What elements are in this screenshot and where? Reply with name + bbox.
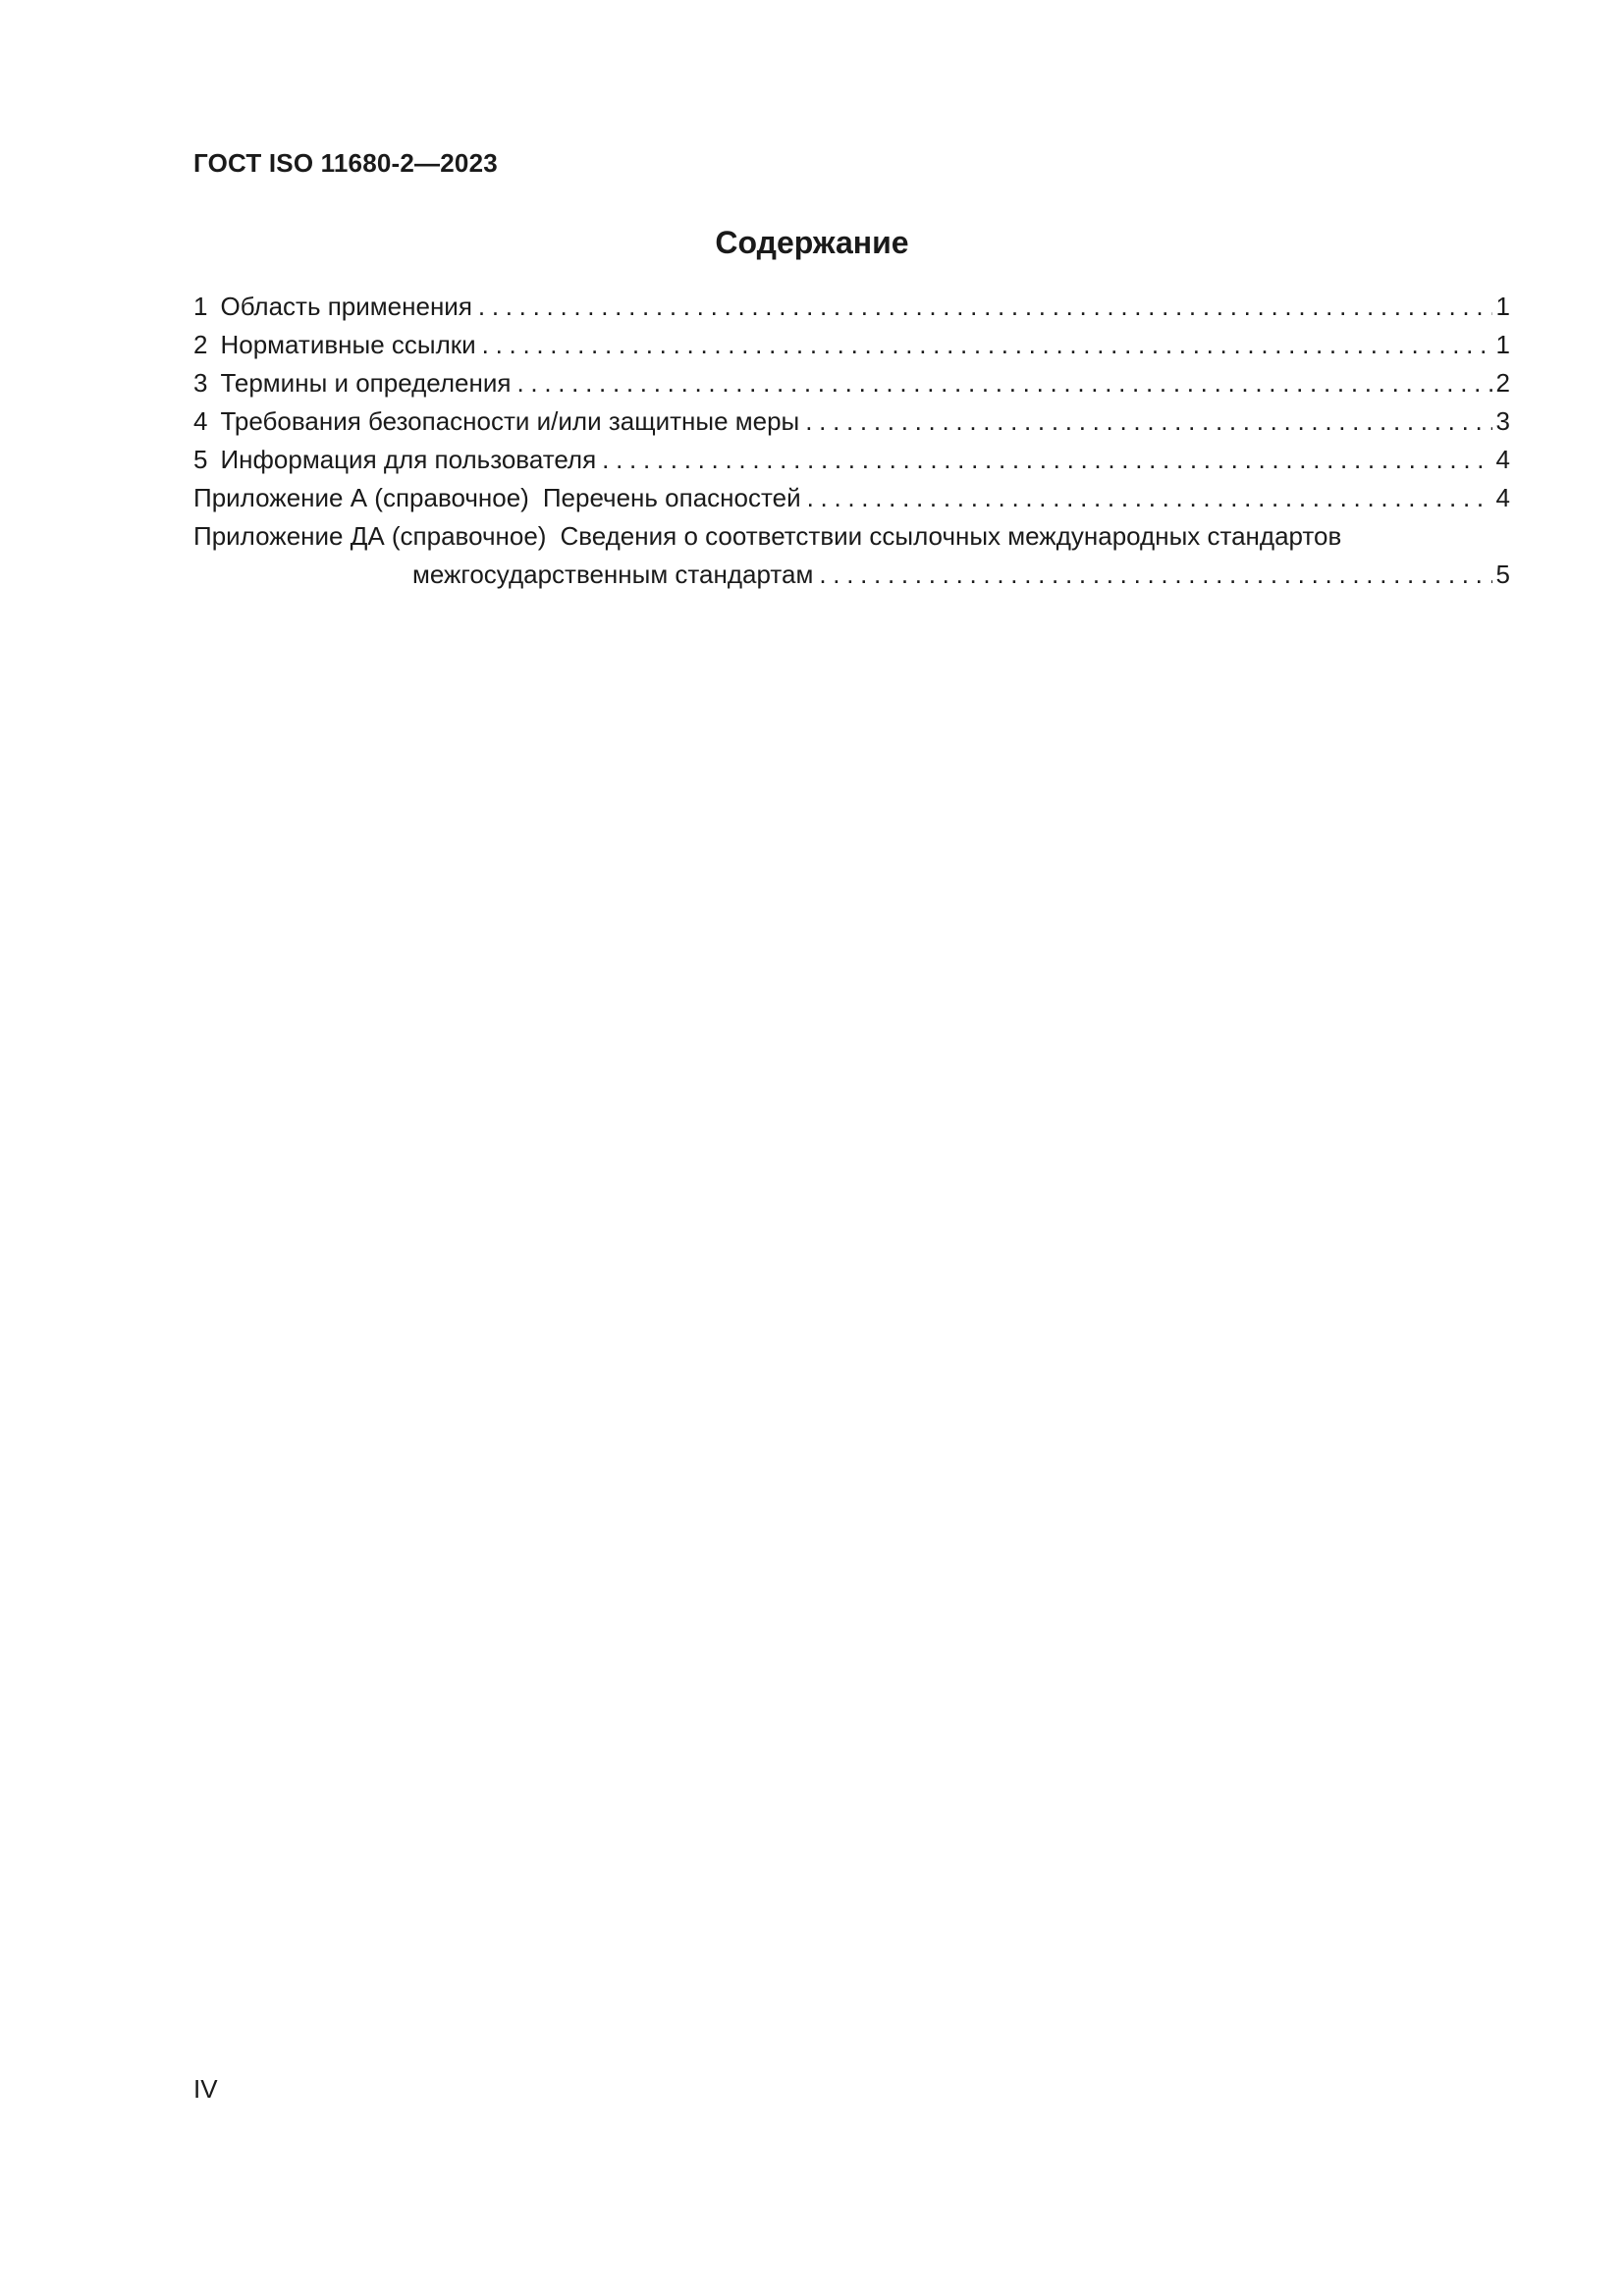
- toc-entry-text: Термины и определения: [220, 368, 512, 398]
- toc-entry-label: [193, 326, 476, 364]
- toc-entry-annex-da[interactable]: [193, 517, 1510, 556]
- toc-entry-label: [193, 517, 1341, 556]
- toc-leader-dots: [478, 288, 1492, 326]
- toc-entry-safety-requirements[interactable]: [193, 402, 1510, 441]
- annex-prefix: Приложение ДА (справочное): [193, 521, 547, 551]
- toc-entry-text: Область применения: [220, 292, 472, 321]
- toc-entry-normative-references[interactable]: [193, 326, 1510, 364]
- table-of-contents: [193, 288, 1510, 594]
- toc-entry-user-information[interactable]: [193, 441, 1510, 479]
- toc-entry-text: Информация для пользователя: [220, 445, 597, 474]
- toc-entry-annex-a[interactable]: [193, 479, 1510, 517]
- page-number: IV: [193, 2074, 218, 2104]
- toc-leader-dots: [482, 326, 1492, 364]
- toc-entry-text: Нормативные ссылки: [220, 330, 476, 359]
- annex-title: Перечень опасностей: [542, 483, 801, 512]
- toc-entry-page: 4: [1495, 445, 1510, 474]
- toc-leader-dots: [819, 556, 1491, 594]
- toc-entry-page: 3: [1495, 406, 1510, 436]
- toc-entry-page: 2: [1495, 368, 1510, 398]
- toc-entry-number: 2: [193, 330, 208, 359]
- toc-entry-label: [193, 479, 801, 517]
- toc-leader-dots: [602, 441, 1491, 479]
- annex-title-line1: Сведения о соответствии ссылочных международных стандартов: [560, 521, 1342, 551]
- toc-entry-text: Требования безопасности и/или защитные меры: [220, 406, 800, 436]
- document-code: ГОСТ ISO 11680-2—2023: [193, 148, 498, 178]
- toc-entry-page: 5: [1495, 560, 1510, 589]
- toc-entry-scope[interactable]: [193, 288, 1510, 326]
- toc-entry-number: 1: [193, 292, 208, 321]
- toc-entry-label: [193, 441, 596, 479]
- annex-title-line2: межгосударственным стандартам: [412, 560, 814, 589]
- toc-entry-number: 4: [193, 406, 208, 436]
- toc-entry-label: [193, 402, 799, 441]
- toc-entry-page: 1: [1495, 330, 1510, 359]
- toc-entry-label: [193, 288, 472, 326]
- toc-leader-dots: [516, 364, 1491, 402]
- toc-title: Содержание: [715, 225, 909, 260]
- toc-entry-label: [193, 364, 511, 402]
- toc-leader-dots: [807, 479, 1492, 517]
- annex-prefix: Приложение А (справочное): [193, 483, 529, 512]
- toc-entry-terms-definitions[interactable]: [193, 364, 1510, 402]
- toc-entry-number: 5: [193, 445, 208, 474]
- toc-leader-dots: [805, 402, 1491, 441]
- toc-entry-number: 3: [193, 368, 208, 398]
- toc-entry-page: 1: [1495, 292, 1510, 321]
- toc-entry-page: 4: [1495, 483, 1510, 512]
- toc-entry-annex-da-continued[interactable]: [193, 556, 1510, 594]
